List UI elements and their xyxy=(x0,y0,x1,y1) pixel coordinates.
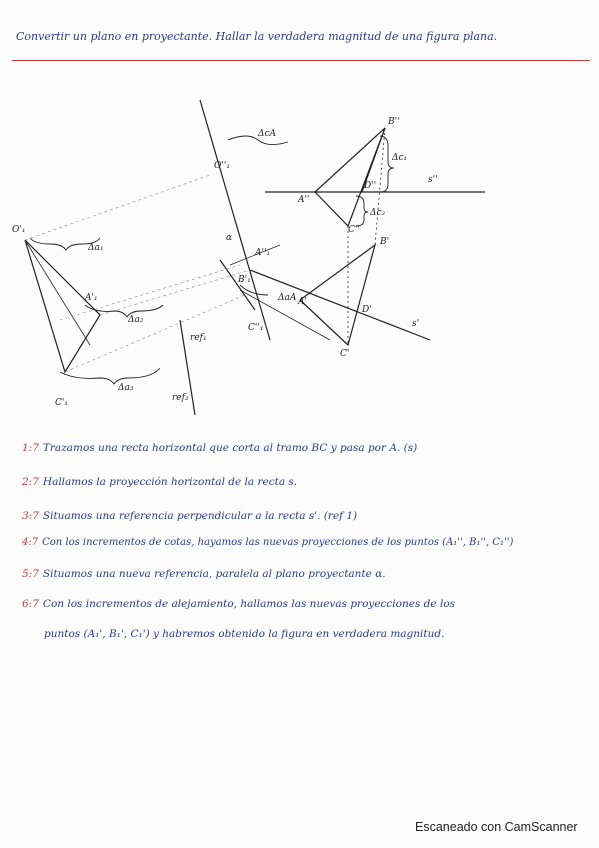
label-a1: A' xyxy=(298,297,307,307)
step-1: 1:7 Trazamos una recta horizontal que corta al tramo BC y pasa por A. (s) xyxy=(22,442,418,454)
brace-da3 xyxy=(60,368,160,384)
label-alpha: α xyxy=(226,233,233,243)
true-size-d xyxy=(25,240,90,345)
line-s1 xyxy=(250,270,430,340)
label-o1a: O'₁ xyxy=(12,225,26,235)
label-da2: Δa₂ xyxy=(128,315,144,325)
step-5: 5:7 Situamos una nueva referencia, paralela al plano proyectante α. xyxy=(22,568,386,580)
step-2: 2:7 Hallamos la proyección horizontal de la recta s. xyxy=(22,476,298,488)
step-6-continued: puntos (A₁', B₁', C₁') y habremos obtenido la figura en verdadera magnitud. xyxy=(44,628,445,640)
label-s2: s'' xyxy=(428,175,438,185)
label-c2: C'' xyxy=(348,225,360,235)
label-ref1: ref₁ xyxy=(190,333,207,343)
alpha-line xyxy=(220,260,255,310)
scanner-watermark: Escaneado con CamScanner xyxy=(415,820,578,834)
step-4: 4:7 Con los incrementos de cotas, hayamos las nuevas proyecciones de los puntos (A₁'', B₁'', C₁'') xyxy=(22,537,514,548)
label-c1: C' xyxy=(340,349,350,359)
label-d2: D'' xyxy=(364,181,377,191)
page-title: Convertir un plano en proyectante. Hallar la verdadera magnitud de una figura plana. xyxy=(16,30,498,43)
label-daa: ΔaA xyxy=(278,293,297,303)
label-d1: D' xyxy=(362,305,372,315)
label-ref2: ref₂ xyxy=(172,393,189,403)
step-3: 3:7 Situamos una referencia perpendicular a la recta s'. (ref 1) xyxy=(22,510,358,522)
label-c1b: C''₁ xyxy=(248,323,264,333)
label-s1: s' xyxy=(412,319,420,329)
label-dc1: Δc₁ xyxy=(392,153,408,163)
label-da1: Δa₁ xyxy=(88,243,104,253)
label-a2: A'' xyxy=(298,195,310,205)
label-dca: ΔcA xyxy=(258,129,277,139)
label-b1: B' xyxy=(380,237,390,247)
label-da3: Δa₃ xyxy=(118,383,134,393)
projector-b xyxy=(375,128,385,245)
label-a1b: A''₁ xyxy=(255,248,271,258)
label-o1b: O''₁ xyxy=(214,161,230,171)
label-dc2: Δc₂ xyxy=(370,208,386,218)
label-b2: B'' xyxy=(388,117,400,127)
step-6: 6:7 Con los incrementos de alejamiento, hallamos las nuevas proyecciones de los xyxy=(22,598,456,610)
label-a1a: A'₁ xyxy=(85,293,98,303)
triangle-true-size xyxy=(25,240,100,372)
label-b1a: B'₁ xyxy=(238,275,251,285)
label-c1a: C'₁ xyxy=(55,398,68,408)
